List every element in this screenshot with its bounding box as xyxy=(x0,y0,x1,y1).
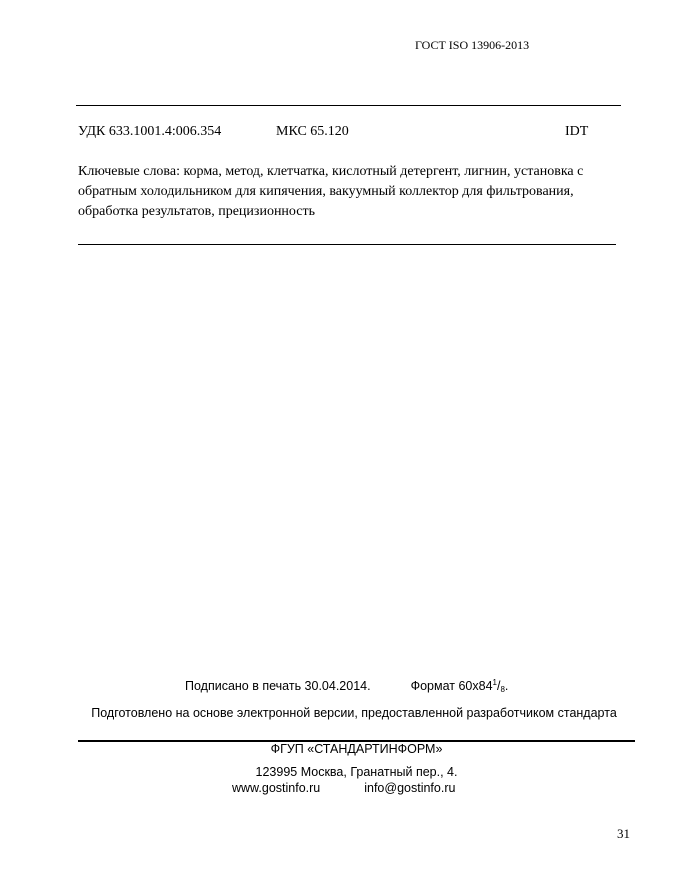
publisher-name: ФГУП «СТАНДАРТИНФОРМ» xyxy=(270,742,443,756)
paper-format: Формат $60x84^1/_8$. xyxy=(410,678,509,694)
equivalence-degree: IDT xyxy=(565,124,589,139)
print-info-row xyxy=(185,678,508,694)
format-numerator: 1 xyxy=(492,678,497,687)
udk-code: УДК 633.1001.4:006.354 xyxy=(78,124,222,139)
prepared-note: Подготовлено на основе электронной версии, предоставленной разработчиком стандарта xyxy=(91,706,617,720)
keywords-paragraph: Ключевые слова: корма, метод, клетчатка, кислотный детергент, лигнин, установка с обратным холодильником для кипячения, вакуумный коллектор для фильтрования, обработка результатов, прецизионность xyxy=(78,164,584,219)
format-end: . xyxy=(504,679,509,693)
signed-to-print: Подписано в печать 30.04.2014. xyxy=(185,679,371,693)
page-number: 31 xyxy=(617,826,630,841)
email-link[interactable]: info@gostinfo.ru xyxy=(364,781,456,795)
top-divider xyxy=(76,105,621,106)
keywords-divider xyxy=(78,244,616,245)
format-denominator: 8 xyxy=(500,685,505,694)
publisher-contacts xyxy=(232,781,455,795)
classification-row xyxy=(78,124,618,142)
publisher-address: 123995 Москва, Гранатный пер., 4. xyxy=(255,765,458,779)
format-label: Формат 60x84 xyxy=(410,679,493,693)
mks-code: МКС 65.120 xyxy=(276,124,349,139)
standard-code: ГОСТ ISO 13906-2013 xyxy=(415,38,530,52)
website-link[interactable]: www.gostinfo.ru xyxy=(232,781,321,795)
